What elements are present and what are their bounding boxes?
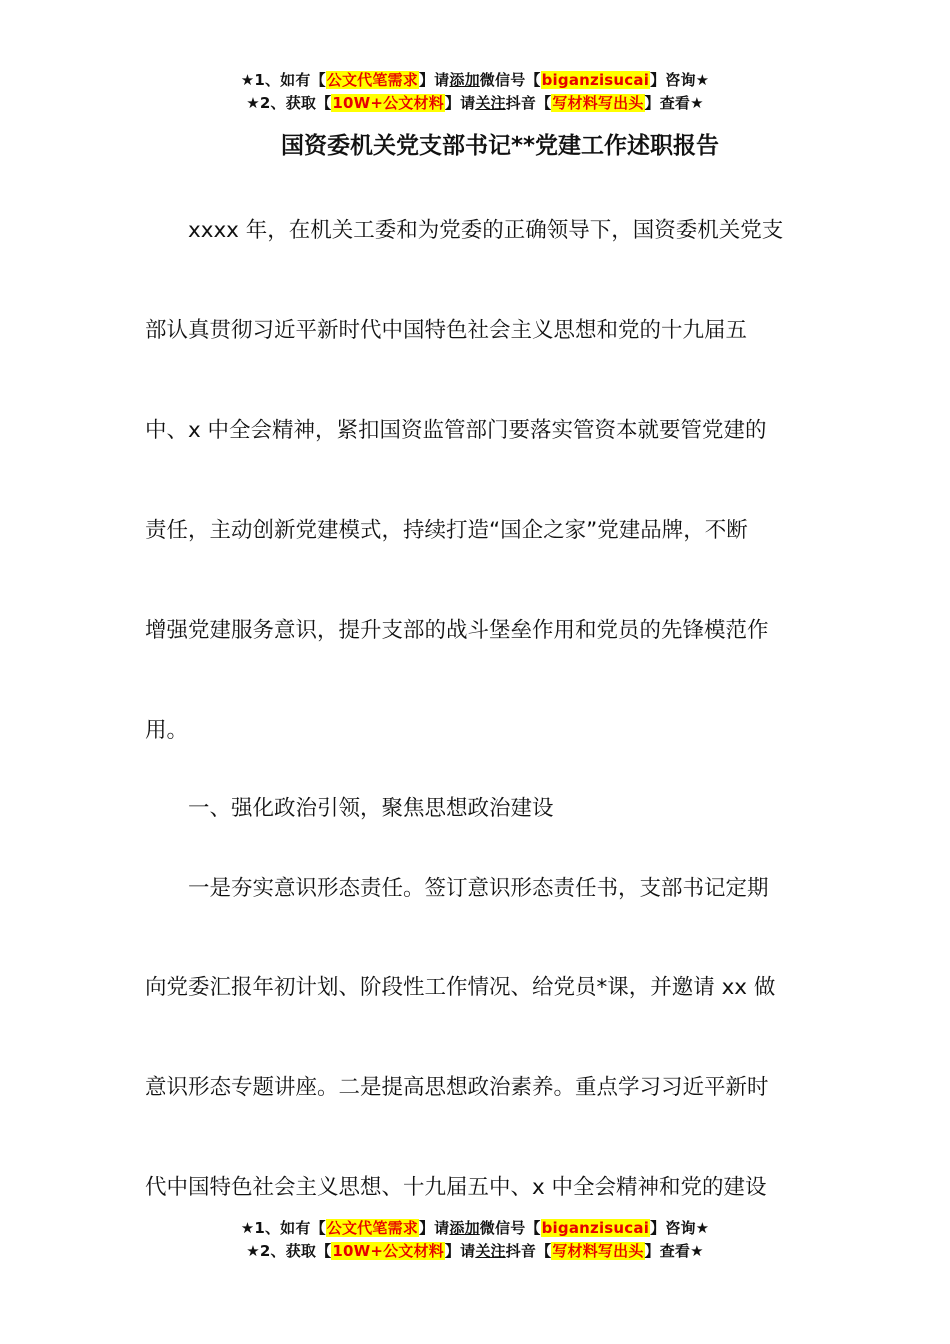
body-line: xxxx 年，在机关工委和为党委的正确领导下，国资委机关党支	[188, 218, 784, 243]
body-line: 中、x 中全会精神，紧扣国资监管部门要落实管资本就要管党建的	[145, 418, 767, 443]
banner-text: ★2、获取【	[246, 1242, 332, 1260]
body-line: 一是夯实意识形态责任。签订意识形态责任书，支部书记定期	[188, 876, 769, 901]
banner-line-1	[0, 1217, 950, 1240]
banner-text: ★2、获取【	[246, 94, 332, 112]
banner-text: 微信号【	[479, 71, 541, 89]
banner-text: 微信号【	[479, 1219, 541, 1237]
banner-text: ★1、如有【	[240, 1219, 326, 1237]
banner-text: 】请	[418, 71, 450, 89]
banner-text: 】请	[418, 1219, 450, 1237]
banner-text: 】咨询★	[650, 1219, 710, 1237]
banner-text: 抖音【	[505, 94, 552, 112]
body-line: 责任，主动创新党建模式，持续打造“国企之家”党建品牌，不断	[145, 518, 748, 543]
banner-text: 】咨询★	[650, 71, 710, 89]
section-heading: 一、强化政治引领，聚焦思想政治建设	[188, 796, 554, 821]
banner-highlight-douyin: 写材料写出头	[552, 94, 644, 112]
body-line: 意识形态专题讲座。二是提高思想政治素养。重点学习习近平新时	[145, 1075, 769, 1100]
body-line: 增强党建服务意识，提升支部的战斗堡垒作用和党员的先锋模范作	[145, 618, 769, 643]
body-line: 向党委汇报年初计划、阶段性工作情况、给党员*课，并邀请 xx 做	[145, 975, 776, 1000]
banner-highlight-douyin: 写材料写出头	[552, 1242, 644, 1260]
banner-text: 】查看★	[644, 1242, 704, 1260]
banner-underlined: 添加	[449, 1219, 480, 1237]
banner-text: ★1、如有【	[240, 71, 326, 89]
body-line: 代中国特色社会主义思想、十九届五中、x 中全会精神和党的建设	[145, 1175, 767, 1200]
body-line: 部认真贯彻习近平新时代中国特色社会主义思想和党的十九届五	[145, 318, 748, 343]
banner-text: 】请	[444, 1242, 476, 1260]
banner-underlined: 关注	[475, 1242, 506, 1260]
banner-line-2	[0, 1240, 950, 1263]
body-line: 用。	[145, 718, 189, 743]
banner-highlight-materials: 10W+公文材料	[332, 94, 444, 112]
banner-highlight-materials: 10W+公文材料	[332, 1242, 444, 1260]
banner-highlight-service: 公文代笔需求	[326, 71, 418, 89]
top-banner	[0, 69, 950, 115]
banner-highlight-wechat: biganzisucai	[541, 71, 650, 89]
document-title: 国资委机关党支部书记**党建工作述职报告	[280, 133, 720, 159]
banner-text: 抖音【	[505, 1242, 552, 1260]
bottom-banner	[0, 1217, 950, 1263]
banner-line-2	[0, 92, 950, 115]
banner-highlight-service: 公文代笔需求	[326, 1219, 418, 1237]
banner-line-1	[0, 69, 950, 92]
banner-highlight-wechat: biganzisucai	[541, 1219, 650, 1237]
banner-underlined: 关注	[475, 94, 506, 112]
banner-underlined: 添加	[449, 71, 480, 89]
banner-text: 】查看★	[644, 94, 704, 112]
banner-text: 】请	[444, 94, 476, 112]
